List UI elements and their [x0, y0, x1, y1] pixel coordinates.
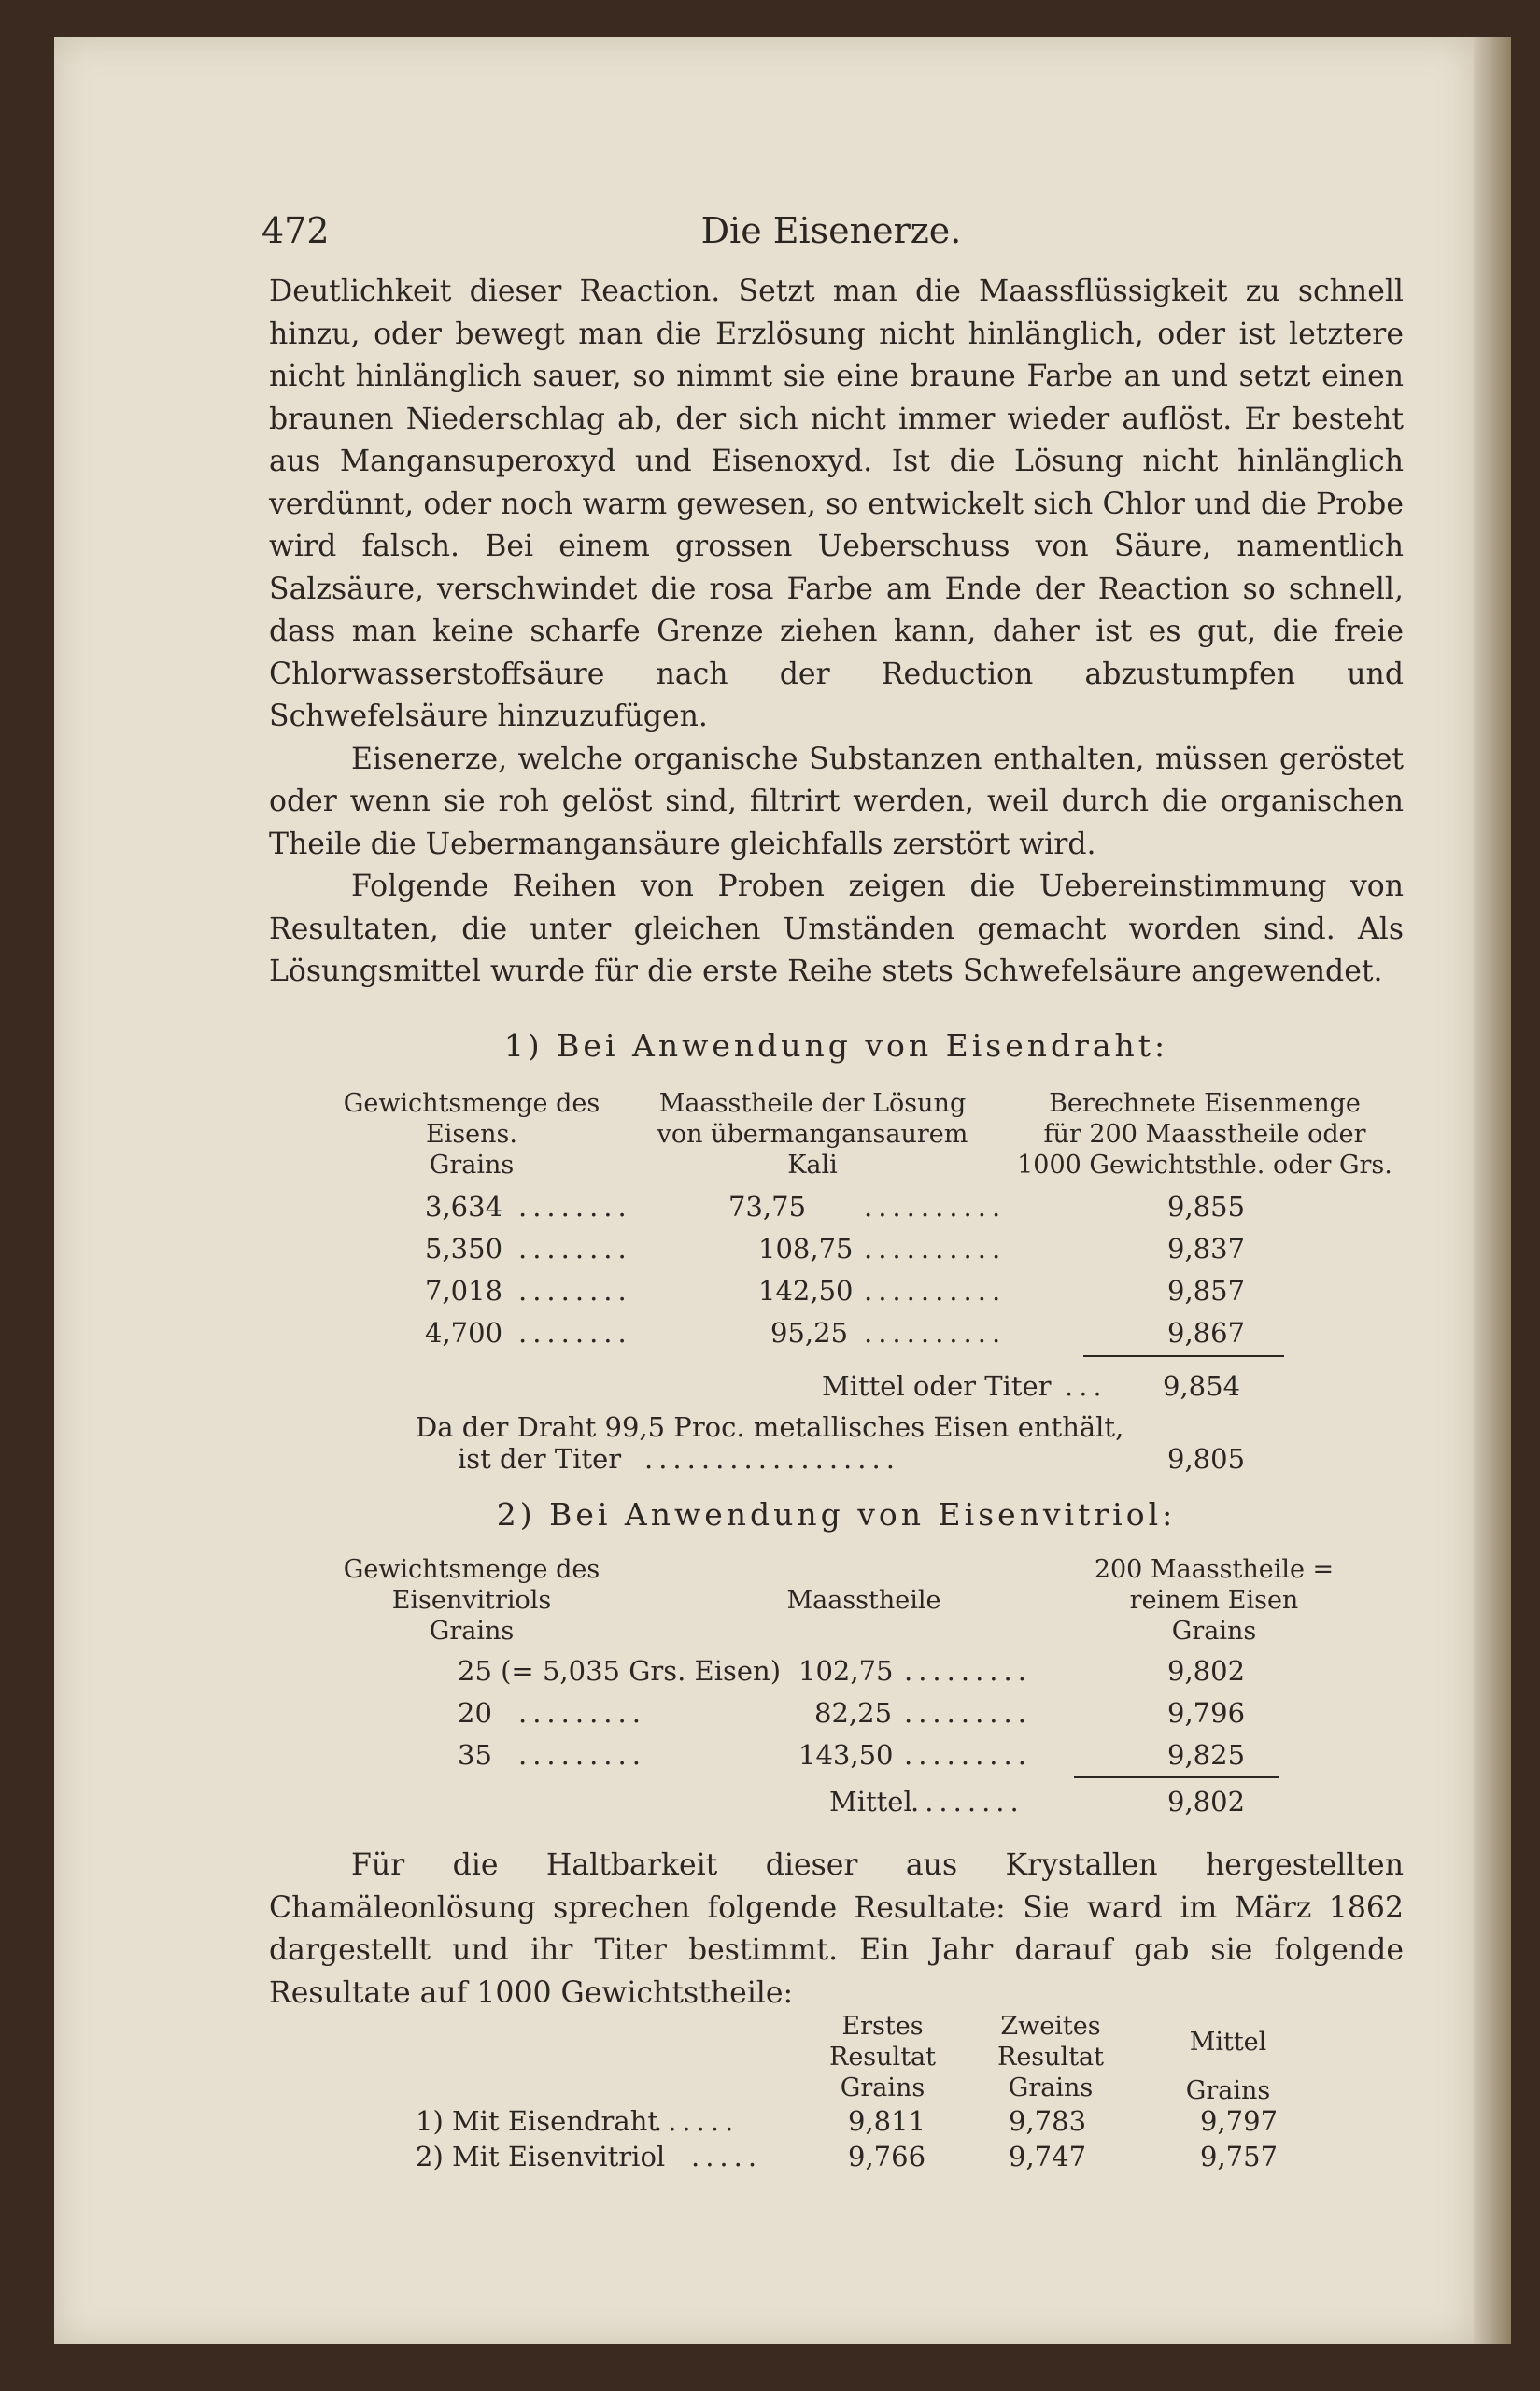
leader-dots: .........	[904, 1739, 1032, 1771]
parts-cell: 143,50	[798, 1739, 894, 1771]
mean-result: 9,797	[1200, 2105, 1279, 2137]
first-result: 9,766	[848, 2141, 926, 2172]
table2-mean-value: 9,802	[1167, 1786, 1246, 1818]
second-result: 9,783	[1009, 2105, 1087, 2137]
table1-col3-header	[1009, 1088, 1401, 1181]
iron-cell: 9,855	[1167, 1191, 1246, 1223]
header-line: für 200 Maasstheile oder	[1043, 1120, 1366, 1149]
parts-cell: 102,75	[798, 1655, 894, 1687]
sum-rule	[1074, 1776, 1279, 1778]
closing-text	[269, 1845, 1404, 2015]
row-label: 2) Mit Eisenvitriol	[416, 2141, 666, 2172]
running-title: Die Eisenerze.	[700, 210, 962, 251]
leader-dots: ........	[911, 1786, 1024, 1818]
header-line: Mittel	[1189, 2028, 1267, 2057]
leader-dots: .........	[518, 1739, 646, 1771]
table1-col1-header	[318, 1088, 626, 1181]
weight-cell: 20	[458, 1697, 492, 1729]
table3-col1-header	[812, 2011, 953, 2103]
leader-dots: ......	[654, 2105, 740, 2137]
table1-mean-label: Mittel oder Titer	[822, 1370, 1052, 1402]
leader-dots: ..........	[864, 1191, 1007, 1223]
table2-col2-header: Maasstheile	[786, 1586, 941, 1615]
header-line: Grains	[1008, 2073, 1094, 2102]
leader-dots: ..........	[864, 1317, 1007, 1349]
header-line: 1000 Gewichtsthle. oder Grs.	[1017, 1151, 1392, 1180]
weight-cell: 3,634	[425, 1191, 503, 1223]
iron-cell: 9,867	[1167, 1317, 1246, 1349]
iron-cell: 9,802	[1167, 1655, 1246, 1687]
header-line: Grains	[429, 1617, 515, 1646]
first-result: 9,811	[848, 2105, 926, 2137]
table1-note-line1: Da der Draht 99,5 Proc. metallisches Eisen enthält,	[416, 1411, 1124, 1443]
header-line: Gewichtsmenge des	[343, 1089, 600, 1118]
header-line: Kali	[787, 1151, 838, 1180]
header-line: von übermangansaurem	[657, 1120, 968, 1149]
table2-col1-header	[318, 1554, 626, 1647]
iron-cell: 9,825	[1167, 1739, 1246, 1771]
weight-cell: 35	[458, 1739, 492, 1771]
header-line: Resultat	[997, 2043, 1104, 2072]
running-header	[261, 210, 1401, 266]
paragraph: Eisenerze, welche organische Substanzen enthalten, müssen geröstet oder wenn sie roh gelöst sind, filtrirt werden, weil durch die organischen Theile die Uebermangansäure gleichfalls zerstört wird.	[269, 742, 1404, 861]
table2-mean-label: Mittel	[829, 1786, 912, 1818]
leader-dots: ........	[518, 1275, 632, 1307]
iron-cell: 9,796	[1167, 1697, 1246, 1729]
table1-heading: 1) Bei Anwendung von Eisendraht:	[503, 1027, 1169, 1064]
leader-dots: .........	[904, 1697, 1032, 1729]
parts-cell: 73,75	[728, 1191, 807, 1223]
weight-cell: 7,018	[425, 1275, 503, 1307]
header-line: Zweites	[1000, 2012, 1101, 2041]
leader-dots: ..........	[864, 1233, 1007, 1265]
paragraph: Folgende Reihen von Proben zeigen die Uebereinstimmung von Resultaten, die unter gleichen Umständen gemacht worden sind. Als Lösungsmittel wurde für die erste Reihe stets Schwefelsäure angewendet.	[269, 870, 1404, 988]
header-line: Maasstheile der Lösung	[658, 1089, 967, 1118]
header-line: Gewichtsmenge des	[343, 1555, 600, 1584]
header-line: Grains	[1171, 1617, 1257, 1646]
table3-col3-header	[1158, 2027, 1298, 2106]
header-line: Grains	[1185, 2076, 1271, 2105]
leader-dots: ..........	[864, 1275, 1007, 1307]
header-line: Eisenvitriols	[391, 1586, 552, 1615]
iron-cell: 9,857	[1167, 1275, 1246, 1307]
leader-dots: ..................	[644, 1443, 900, 1475]
header-line: Resultat	[829, 2043, 936, 2072]
table2-col3-header	[1037, 1554, 1392, 1647]
leader-dots: ........	[518, 1233, 632, 1265]
header-line: Grains	[429, 1151, 515, 1180]
leader-dots: ........	[518, 1317, 632, 1349]
leader-dots: .........	[518, 1697, 646, 1729]
parts-cell: 82,25	[814, 1697, 893, 1729]
table1-note-line2: ist der Titer	[458, 1443, 622, 1475]
paragraph: Für die Haltbarkeit dieser aus Krystallen hergestellten Chamäleonlösung sprechen folgende Resultate: Sie ward im März 1862 dargestellt und ihr Titer bestimmt. Ein Jahr darauf gab sie folgende Resultate auf 1000 Gewichtstheile:	[269, 1848, 1404, 2010]
header-line: reinem Eisen	[1129, 1586, 1299, 1615]
header-line: Grains	[840, 2073, 925, 2102]
table2-heading: 2) Bei Anwendung von Eisenvitriol:	[496, 1496, 1177, 1533]
body-text	[269, 271, 1404, 994]
page-edge	[1474, 37, 1511, 2344]
header-line: Erstes	[841, 2012, 924, 2041]
table1-col2-header	[635, 1088, 990, 1181]
weight-cell: 25 (= 5,035 Grs. Eisen)	[458, 1655, 782, 1687]
leader-dots: ...	[1065, 1370, 1108, 1402]
table1-note-value: 9,805	[1167, 1443, 1246, 1475]
weight-cell: 5,350	[425, 1233, 503, 1265]
leader-dots: .........	[904, 1655, 1032, 1687]
header-line: Berechnete Eisenmenge	[1049, 1089, 1361, 1118]
parts-cell: 108,75	[758, 1233, 854, 1265]
sum-rule	[1083, 1355, 1284, 1357]
mean-result: 9,757	[1200, 2141, 1279, 2172]
iron-cell: 9,837	[1167, 1233, 1246, 1265]
paragraph: Deutlichkeit dieser Reaction. Setzt man die Maassflüssigkeit zu schnell hinzu, oder bewegt man die Erzlösung nicht hinlänglich, oder ist letztere nicht hinlänglich sauer, so nimmt sie eine braune Farbe an und setzt einen braunen Niederschlag ab, der sich nicht immer wieder auflöst. Er besteht aus Mangansuperoxyd und Eisenoxyd. Ist die Lösung nicht hinlänglich verdünnt, oder noch warm gewesen, so entwickelt sich Chlor und die Probe wird falsch. Bei einem grossen Ueberschuss von Säure, namentlich Salzsäure, verschwindet die rosa Farbe am Ende der Reaction so schnell, dass man keine scharfe Grenze ziehen kann, daher ist es gut, die freie Chlorwasserstoffsäure nach der Reduction abzustumpfen und Schwefelsäure hinzuzufügen.	[269, 275, 1404, 733]
second-result: 9,747	[1009, 2141, 1087, 2172]
leader-dots: .....	[691, 2141, 763, 2172]
parts-cell: 95,25	[770, 1317, 849, 1349]
header-line: 200 Maasstheile =	[1094, 1555, 1335, 1584]
leader-dots: ........	[518, 1191, 632, 1223]
table1-mean-value: 9,854	[1163, 1370, 1241, 1402]
row-label: 1) Mit Eisendraht	[416, 2105, 659, 2137]
page-number: 472	[261, 210, 330, 251]
header-line: Eisens.	[425, 1120, 517, 1149]
parts-cell: 142,50	[758, 1275, 854, 1307]
table3-col2-header	[976, 2011, 1125, 2103]
weight-cell: 4,700	[425, 1317, 503, 1349]
